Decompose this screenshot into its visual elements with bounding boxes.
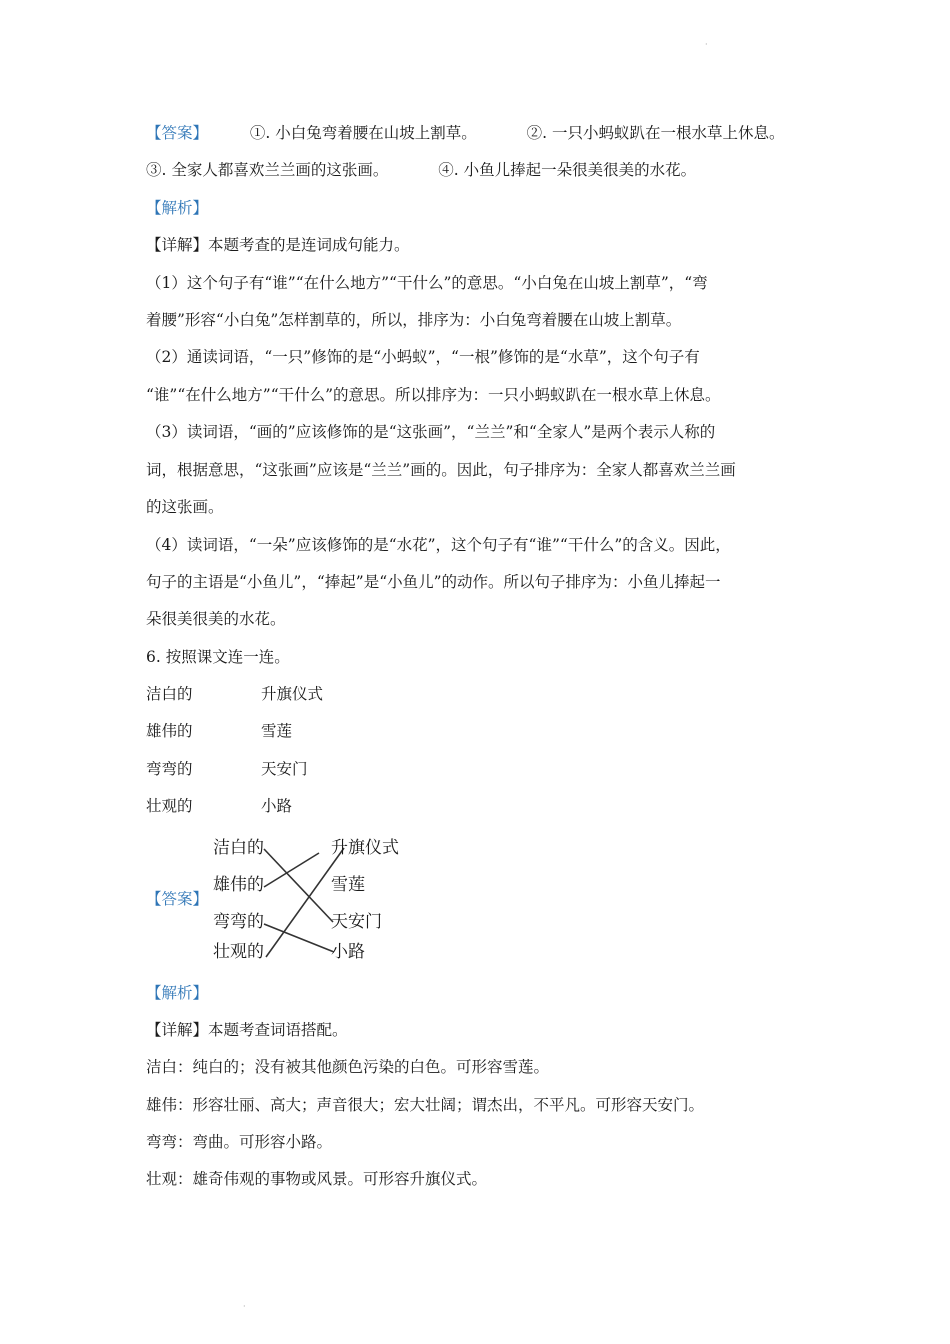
analysis-line: “谁”“在什么地方”“干什么”的意思。所以排序为：一只小蚂蚁趴在一根水草上休息。: [146, 386, 721, 404]
figure-right-word: 雪莲: [331, 875, 365, 895]
analysis-tag: 【解析】: [146, 199, 209, 217]
analysis-line: 着腰”形容“小白兔”怎样割草的，所以，排序为：小白兔弯着腰在山坡上割草。: [146, 311, 682, 329]
answer-item-4: ④. 小鱼儿捧起一朵很美很美的水花。: [438, 161, 697, 179]
figure-right-word: 小路: [331, 942, 365, 962]
figure-right-word: 升旗仪式: [331, 838, 399, 858]
figure-left-word: 弯弯的: [213, 912, 264, 932]
answer-row-1: [146, 122, 784, 144]
match-right-item: 雪莲: [261, 722, 293, 740]
analysis-line: （4）读词语，“一朵”应该修饰的是“水花”，这个句子有“谁”“干什么”的含义。因此，: [146, 536, 731, 554]
analysis-line: 雄伟：形容壮丽、高大；声音很大；宏大壮阔；谓杰出，不平凡。可形容天安门。: [146, 1096, 705, 1114]
match-line-3: [264, 924, 334, 952]
answer-tag: 【答案】: [146, 890, 209, 908]
answer-item-1: ①. 小白兔弯着腰在山坡上割草。: [249, 124, 477, 142]
analysis-line: 句子的主语是“小鱼儿”，“捧起”是“小鱼儿”的动作。所以句子排序为：小鱼儿捧起一: [146, 573, 721, 591]
answer-item-3: ③. 全家人都喜欢兰兰画的这张画。: [146, 161, 389, 179]
match-right-item: 小路: [261, 797, 293, 815]
page-mark: ·: [705, 40, 708, 49]
answer-row-2: [146, 159, 696, 181]
analysis-line: 的这张画。: [146, 498, 224, 516]
match-left-item: 洁白的: [146, 685, 193, 703]
match-left-item: 壮观的: [146, 797, 193, 815]
analysis-line: 朵很美很美的水花。: [146, 610, 286, 628]
analysis-line: 壮观：雄奇伟观的事物或风景。可形容升旗仪式。: [146, 1170, 488, 1188]
figure-right-word: 天安门: [331, 912, 382, 932]
match-left-item: 雄伟的: [146, 722, 193, 740]
match-right-item: 天安门: [261, 760, 308, 778]
analysis-line: 【详解】本题考查词语搭配。: [146, 1021, 348, 1039]
figure-left-word: 壮观的: [213, 942, 264, 962]
analysis-line: 【详解】本题考查的是连词成句能力。: [146, 236, 410, 254]
analysis-line: 词，根据意思，“这张画”应该是“兰兰”画的。因此，句子排序为：全家人都喜欢兰兰画: [146, 461, 736, 479]
figure-left-word: 洁白的: [213, 838, 264, 858]
match-left-item: 弯弯的: [146, 760, 193, 778]
analysis-line: （3）读词语，“画的”应该修饰的是“这张画”，“兰兰”和“全家人”是两个表示人称的: [146, 423, 716, 441]
match-right-item: 升旗仪式: [261, 685, 324, 703]
figure-left-word: 雄伟的: [213, 875, 264, 895]
analysis-line: 洁白：纯白的；没有被其他颜色污染的白色。可形容雪莲。: [146, 1058, 550, 1076]
page-mark: ·: [243, 1302, 246, 1311]
answer-item-2: ②. 一只小蚂蚁趴在一根水草上休息。: [526, 124, 785, 142]
analysis-line: 弯弯：弯曲。可形容小路。: [146, 1133, 333, 1151]
matching-answer-figure: [146, 830, 416, 970]
answer-tag: 【答案】: [146, 124, 209, 142]
analysis-tag: 【解析】: [146, 984, 209, 1002]
analysis-line: （2）通读词语，“一只”修饰的是“小蚂蚁”，“一根”修饰的是“水草”，这个句子有: [146, 348, 700, 366]
question-title: 6. 按照课文连一连。: [146, 648, 290, 666]
analysis-line: （1）这个句子有“谁”“在什么地方”“干什么”的意思。“小白兔在山坡上割草”，“弯: [146, 274, 708, 292]
